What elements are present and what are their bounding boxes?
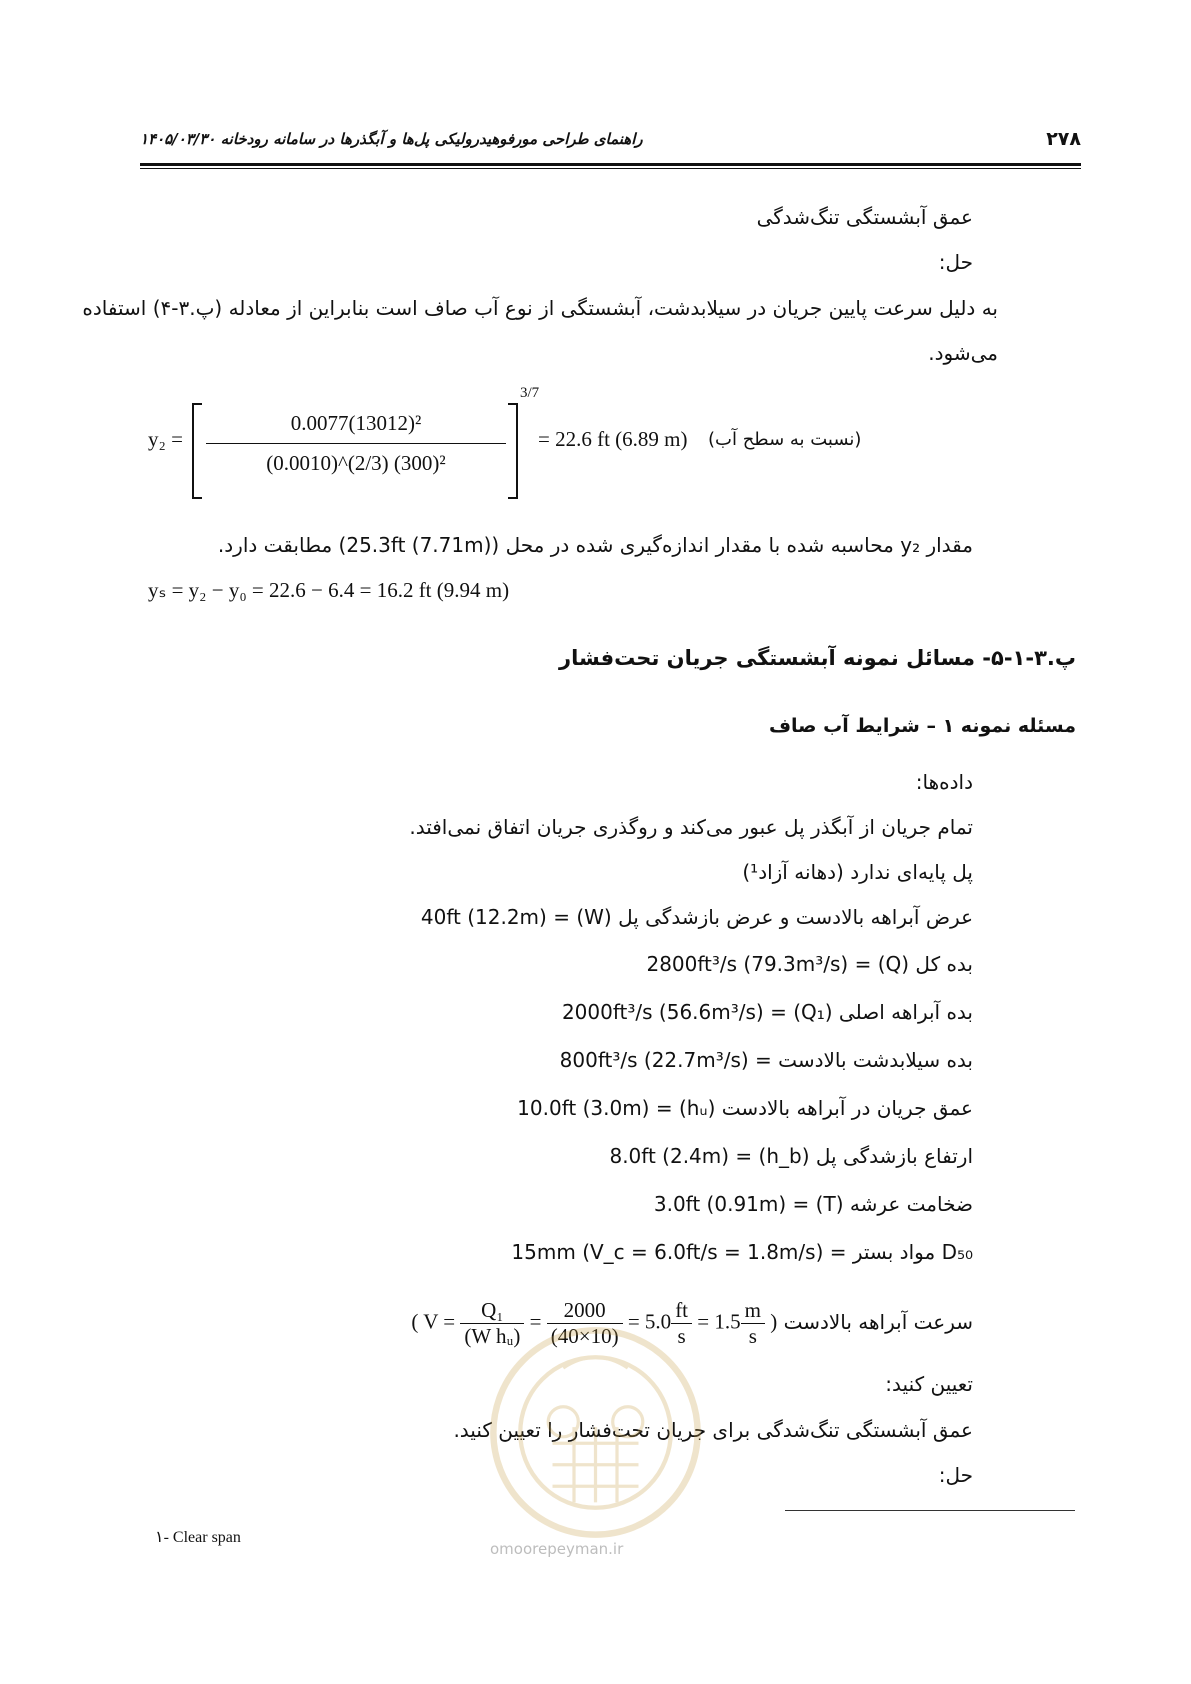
given-item-7: عمق جریان در آبراهه بالادست (hᵤ) = 10.0ft (3.0m) [517,1096,973,1120]
eq1-denominator: (0.0010)^(2/3) (300)² [266,451,446,475]
paragraph-clear-water: به دلیل سرعت پایین جریان در سیلابدشت، آبشستگی از نوع آب صاف است بنابراین از معادله (پ.۳-۴) استفاده [82,296,998,320]
velocity-frac1: $\frac{\text{Q₁}}{\text{(W hᵤ)}}$ [460,1298,524,1349]
running-title: راهنمای طراحی مورفوهیدرولیکی پل‌ها و آبگذرها در سامانه رودخانه ۱۴۰۵/۰۳/۳۰ [140,130,643,148]
paragraph-y2-comparison: مقدار y₂ محاسبه شده با مقدار اندازه‌گیری شده در محل (25.3ft (7.71m)) مطابقت دارد. [217,533,973,557]
page-number: ۲۷۸ [1046,128,1081,150]
velocity-equation: ( V = $\frac{\text{Q₁}}{\text{(W hᵤ)}}$ = $\frac{2000}{(40\times 10)}$ = 5.0 $\frac{ft}{s}$ = 1.5 $\frac{m}{s}$ ) [411,1298,778,1349]
footnote-rule [785,1510,1075,1511]
velocity-mid2: = 1.5 [697,1309,741,1334]
given-data-label: داده‌ها: [915,770,973,794]
eq1-right-bracket [508,403,518,499]
paragraph-constriction-depth: عمق آبشستگی تنگ‌شدگی [756,205,973,229]
given-item-9: ضخامت عرشه (T) = 3.0ft (0.91m) [653,1192,973,1216]
velocity-unit2: $\frac{m}{s}$ [741,1298,765,1349]
footnote: ۱- Clear span [155,1529,241,1546]
eq1-left-bracket [192,403,202,499]
eq1-note: (نسبت به سطح آب) [708,429,862,450]
eq1-lhs: y₂ = [148,427,183,451]
eq1-fraction-bar [206,443,506,444]
section-heading: پ.۳-۱-۵- مسائل نمونه آبشستگی جریان تحت‌فشار [558,646,1076,670]
eq1-exponent: 3/7 [520,385,540,401]
solution-label-2: حل: [938,1463,973,1487]
paragraph-clear-water-cont: می‌شود. [928,341,998,365]
given-item-3: عرض آبراهه بالادست و عرض بازشدگی پل (W) = 40ft (12.2m) [420,905,973,929]
given-item-1: تمام جریان از آبگذر پل عبور می‌کند و روگذری جریان اتفاق نمی‌افتد. [409,815,973,839]
eq1-numerator: 0.0077(13012)² [290,411,422,435]
velocity-mid: = 5.0 [627,1309,672,1334]
eq1-result: = 22.6 ft (6.89 m) [538,427,688,451]
problem-heading: مسئله نمونه ۱ – شرایط آب صاف [768,715,1076,737]
solution-label: حل: [938,250,973,274]
determine-text: عمق آبشستگی تنگ‌شدگی برای جریان تحت‌فشار را تعیین کنید. [453,1418,973,1442]
determine-label: تعیین کنید: [885,1372,973,1396]
given-item-5: بده آبراهه اصلی (Q₁) = 2000ft³/s (56.6m³/s) [561,1000,973,1024]
velocity-unit1: $\frac{ft}{s}$ [671,1298,692,1349]
page-header [140,128,1081,158]
watermark-seal-icon [488,1325,703,1540]
given-item-2: پل پایه‌ای ندارد (دهانه آزاد¹) [742,860,973,884]
given-item-10: D₅₀ مواد بستر = 15mm (V_c = 6.0ft/s = 1.8m/s) [511,1240,973,1264]
velocity-label: سرعت آبراهه بالادست [783,1310,973,1335]
watermark-url: omoorepeyman.ir [490,1540,624,1558]
velocity-frac2: $\frac{2000}{(40\times 10)}$ [547,1298,623,1349]
velocity-lhs: V = [423,1309,456,1334]
given-item-6: بده سیلابدشت بالادست = 800ft³/s (22.7m³/s) [559,1048,973,1072]
equation-ys: yₛ = y₂ − y₀ = 22.6 − 6.4 = 16.2 ft (9.94 m) [148,578,510,602]
header-rule-thick [140,163,1081,166]
given-item-8: ارتفاع بازشدگی پل (h_b) = 8.0ft (2.4m) [609,1144,973,1168]
given-item-4: بده کل (Q) = 2800ft³/s (79.3m³/s) [646,952,973,976]
header-rule-thin [140,168,1081,169]
